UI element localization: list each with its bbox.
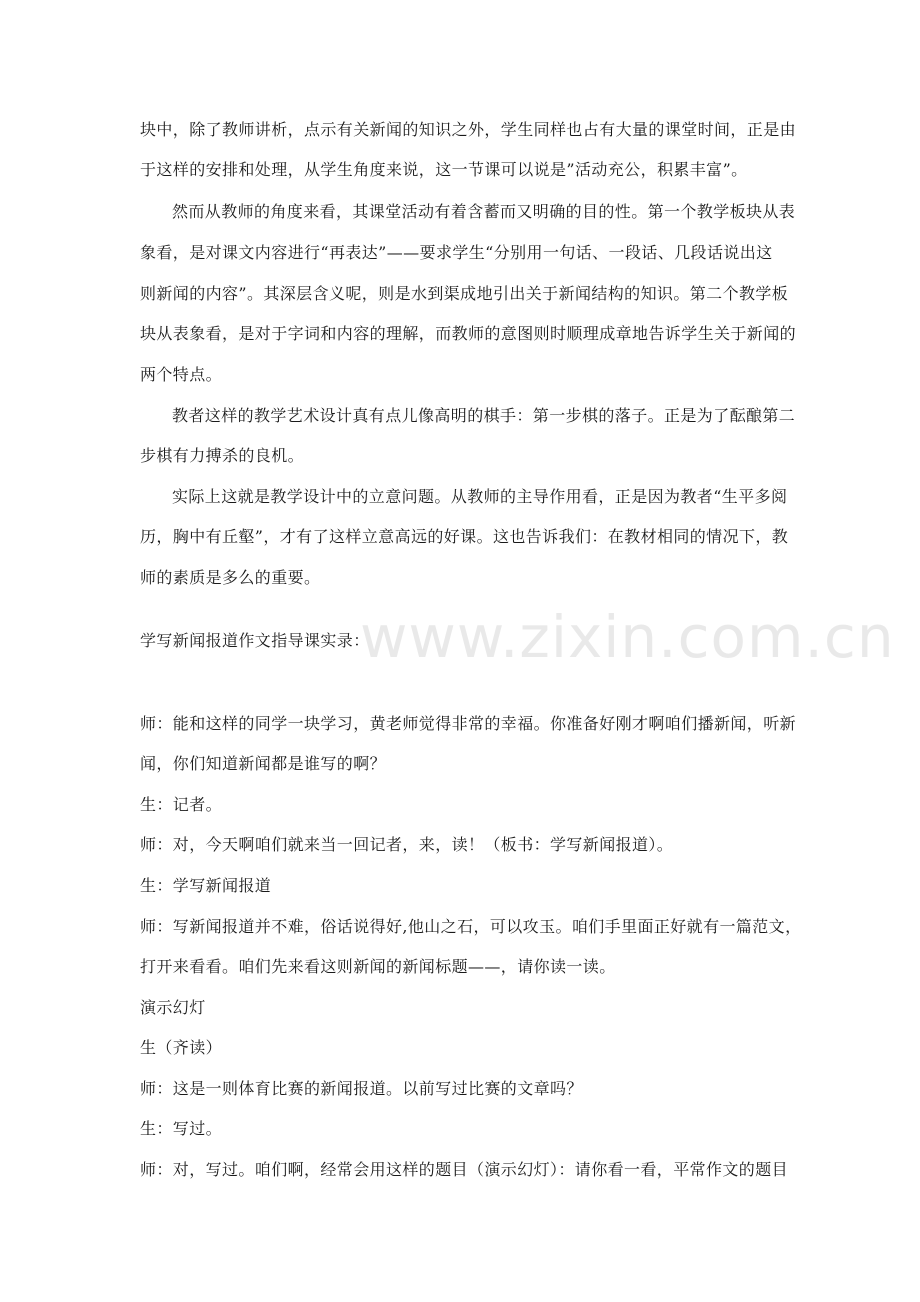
text-line: 师：能和这样的同学一块学习，黄老师觉得非常的幸福。你准备好刚才啊咱们播新闻，听新: [140, 714, 797, 733]
text-line: 实际上这就是教学设计中的立意问题。从教师的主导作用看，正是因为教者“生平多阅: [172, 487, 788, 506]
text-line: 师：这是一则体育比赛的新闻报道。以前写过比赛的文章吗？: [140, 1079, 583, 1098]
text-line: 块中，除了教师讲析，点示有关新闻的知识之外，学生同样也占有大量的课堂时间，正是由: [140, 120, 797, 139]
text-line: 师的素质是多么的重要。: [140, 568, 321, 587]
text-line: 两个特点。: [140, 365, 223, 384]
text-line: 象看，是对课文内容进行“再表达”——要求学生“分别用一句话、一段话、几段话说出这: [140, 243, 773, 262]
text-line: 教者这样的教学艺术设计真有点儿像高明的棋手：第一步棋的落子。正是为了酝酿第二: [172, 406, 796, 425]
text-line: 生：写过。: [140, 1119, 223, 1138]
text-line: 块从表象看，是对于字词和内容的理解，而教师的意图则时顺理成章地告诉学生关于新闻的: [140, 324, 797, 343]
section-heading: 学写新闻报道作文指导课实录：: [140, 631, 370, 650]
text-line: 历，胸中有丘壑”，才有了这样立意高远的好课。这也告诉我们：在教材相同的情况下，教: [140, 527, 789, 546]
text-line: 生：学写新闻报道: [140, 876, 272, 895]
text-line: 于这样的安排和处理，从学生角度来说，这一节课可以说是”活动充公，积累丰富”。: [140, 160, 748, 179]
text-line: 闻，你们知道新闻都是谁写的啊？: [140, 754, 387, 773]
text-line: 师：对，写过。咱们啊，经常会用这样的题目（演示幻灯）：请你看一看，平常作文的题目: [140, 1160, 789, 1179]
text-line: 师：写新闻报道并不难，俗话说得好,他山之石，可以攻玉。咱们手里面正好就有一篇范文，: [140, 917, 802, 936]
text-line: 师：对，今天啊咱们就来当一回记者，来，读！（板书：学写新闻报道）。: [140, 835, 674, 854]
watermark: www.zixin.com.cn: [360, 603, 895, 671]
text-line: 则新闻的内容”。其深层含义呢，则是水到渠成地引出关于新闻结构的知识。第二个教学板: [140, 284, 789, 303]
text-line: 生（齐读）: [140, 1038, 223, 1057]
text-line: 生：记者。: [140, 795, 223, 814]
text-line: 然而从教师的角度来看，其课堂活动有着含蓄而又明确的目的性。第一个教学板块从表: [172, 202, 796, 221]
text-line: 步棋有力搏杀的良机。: [140, 446, 305, 465]
text-line: 打开来看看。咱们先来看这则新闻的新闻标题——，请你读一读。: [140, 957, 616, 976]
text-line: 演示幻灯: [140, 998, 206, 1017]
